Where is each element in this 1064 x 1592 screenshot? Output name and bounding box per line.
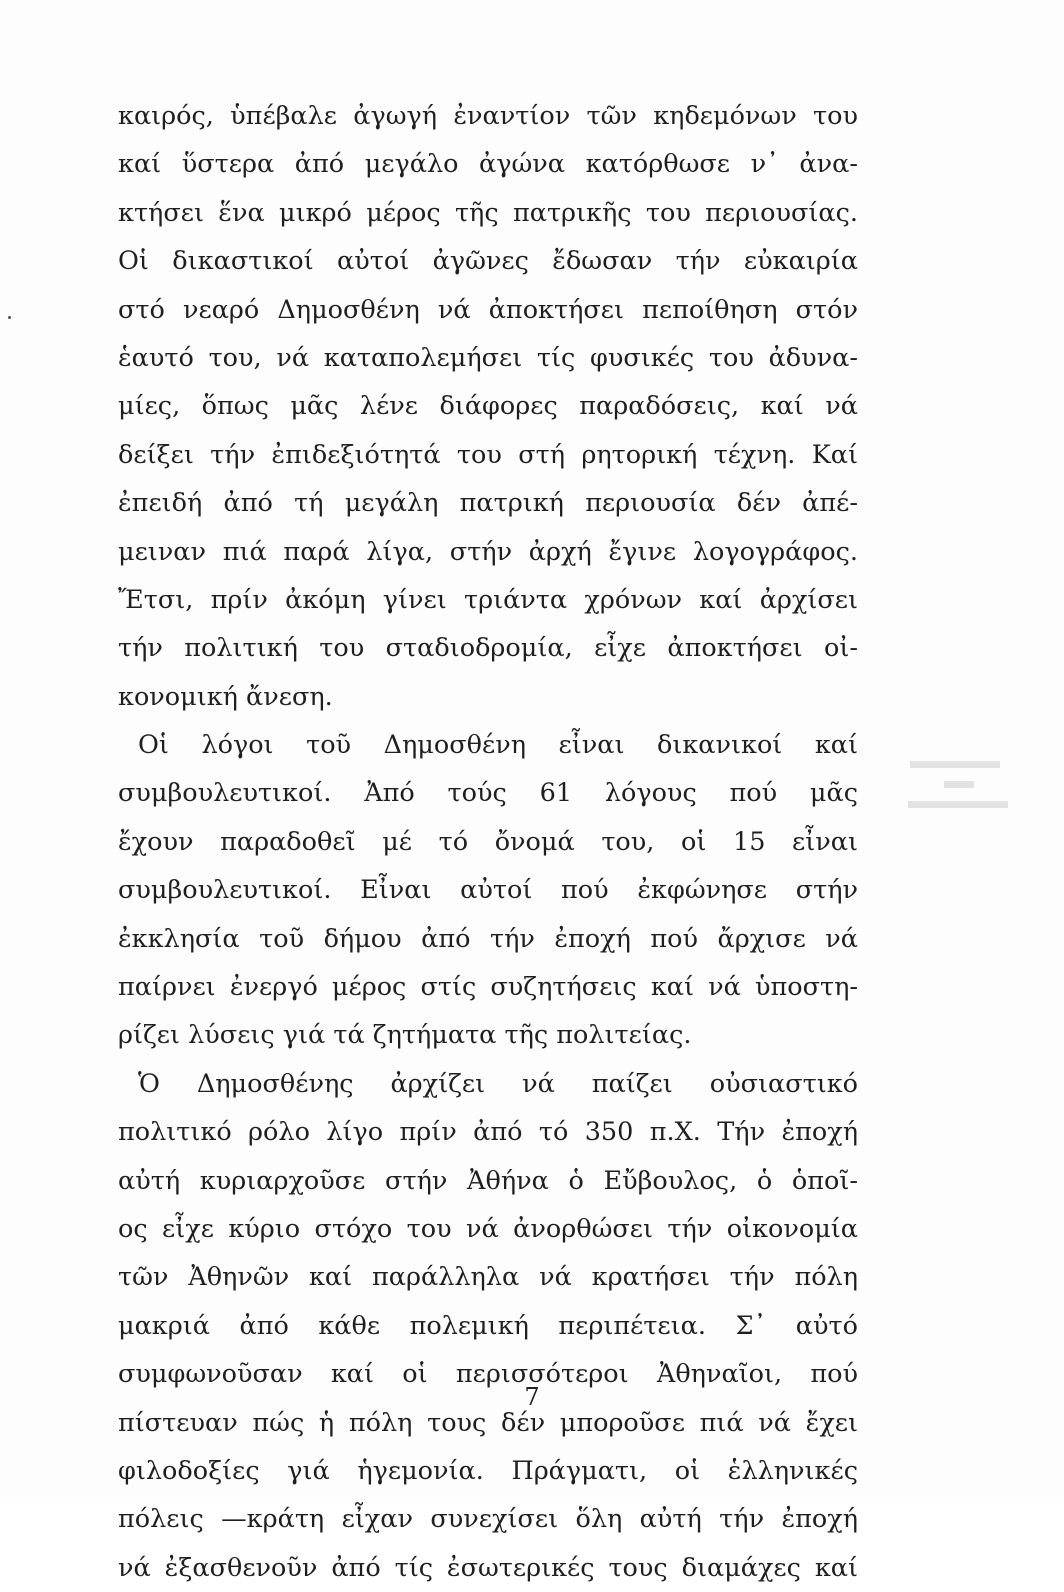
- text-line-16: ἔχουν παραδοθεῖ μέ τό ὄνομά του, οἱ 15 εἶναι: [118, 826, 858, 857]
- text-line-21: Ὁ Δημοσθένης ἀρχίζει νά παίζει οὐσιαστικό: [138, 1068, 858, 1099]
- text-line-24: ος εἶχε κύριο στόχο του νά ἀνορθώσει τήν οἰκονομία: [118, 1213, 858, 1244]
- text-line-8: δείξει τήν ἐπιδεξιότητά του στή ρητορική τέχνη. Καί: [118, 439, 858, 470]
- text-line-9: ἐπειδή ἀπό τή μεγάλη πατρική περιουσία δέν ἀπέ-: [118, 488, 858, 519]
- bleed-through-margin-note: [892, 757, 1032, 822]
- text-line-14: Οἱ λόγοι τοῦ Δημοσθένη εἶναι δικανικοί καί: [138, 730, 858, 761]
- text-line-5: στό νεαρό Δημοσθένη νά ἀποκτήσει πεποίθηση στόν: [118, 294, 858, 325]
- text-line-26: μακριά ἀπό κάθε πολεμική περιπέτεια. Σ᾿ αὐτό: [118, 1310, 858, 1341]
- text-line-3: κτήσει ἕνα μικρό μέρος τῆς πατρικῆς του περιουσίας.: [118, 197, 858, 228]
- text-line-31: νά ἐξασθενοῦν ἀπό τίς ἐσωτερικές τους διαμάχες καί: [118, 1552, 858, 1583]
- text-line-23: αὐτή κυριαρχοῦσε στήν Ἀθήνα ὁ Εὔβουλος, ὁ ὁποῖ-: [118, 1165, 858, 1196]
- body-text: [118, 92, 858, 1592]
- text-line-18: ἐκκλησία τοῦ δήμου ἀπό τήν ἐποχή πού ἄρχισε νά: [118, 923, 858, 954]
- text-line-2: καί ὕστερα ἀπό μεγάλο ἀγώνα κατόρθωσε ν᾿ ἀνα-: [118, 149, 858, 180]
- faint-bleed-through-marks: [892, 757, 1032, 817]
- text-line-25: τῶν Ἀθηνῶν καί παράλληλα νά κρατήσει τήν πόλη: [118, 1262, 858, 1293]
- text-line-17: συμβουλευτικοί. Εἶναι αὐτοί πού ἐκφώνησε στήν: [118, 875, 858, 906]
- text-line-27: συμφωνοῦσαν καί οἱ περισσότεροι Ἀθηναῖοι, πού: [118, 1359, 858, 1390]
- text-line-6: ἑαυτό του, νά καταπολεμήσει τίς φυσικές του ἀδυνα-: [118, 342, 858, 373]
- text-line-29: φιλοδοξίες γιά ἡγεμονία. Πράγματι, οἱ ἑλληνικές: [118, 1455, 858, 1486]
- text-line-15: συμβουλευτικοί. Ἀπό τούς 61 λόγους πού μᾶς: [118, 778, 858, 809]
- text-line-7: μίες, ὅπως μᾶς λένε διάφορες παραδόσεις, καί νά: [118, 391, 858, 422]
- text-line-22: πολιτικό ρόλο λίγο πρίν ἀπό τό 350 π.Χ. Τήν ἐποχή: [118, 1117, 858, 1148]
- text-line-4: Οἱ δικαστικοί αὐτοί ἀγῶνες ἔδωσαν τήν εὐκαιρία: [118, 246, 858, 277]
- text-line-11: Ἔτσι, πρίν ἀκόμη γίνει τριάντα χρόνων καί ἀρχίσει: [118, 584, 858, 615]
- text-line-20: ρίζει λύσεις γιά τά ζητήματα τῆς πολιτείας.: [118, 1020, 692, 1051]
- text-line-12: τήν πολιτική του σταδιοδρομία, εἶχε ἀποκτήσει οἰ-: [118, 633, 858, 664]
- text-line-19: παίρνει ἐνεργό μέρος στίς συζητήσεις καί νά ὑποστη-: [118, 972, 858, 1003]
- text-line-28: πίστευαν πώς ἡ πόλη τους δέν μποροῦσε πιά νά ἔχει: [118, 1407, 858, 1438]
- text-line-13: κονομική ἄνεση.: [118, 681, 333, 712]
- text-line-1: καιρός, ὑπέβαλε ἀγωγή ἐναντίον τῶν κηδεμόνων του: [118, 101, 858, 131]
- page-number: 7: [524, 1383, 540, 1411]
- text-line-30: πόλεις —κράτη εἶχαν συνεχίσει ὅλη αὐτή τήν ἐποχή: [118, 1504, 858, 1535]
- scan-speck: [8, 316, 11, 319]
- text-line-10: μειναν πιά παρά λίγα, στήν ἀρχή ἔγινε λογογράφος.: [118, 536, 858, 567]
